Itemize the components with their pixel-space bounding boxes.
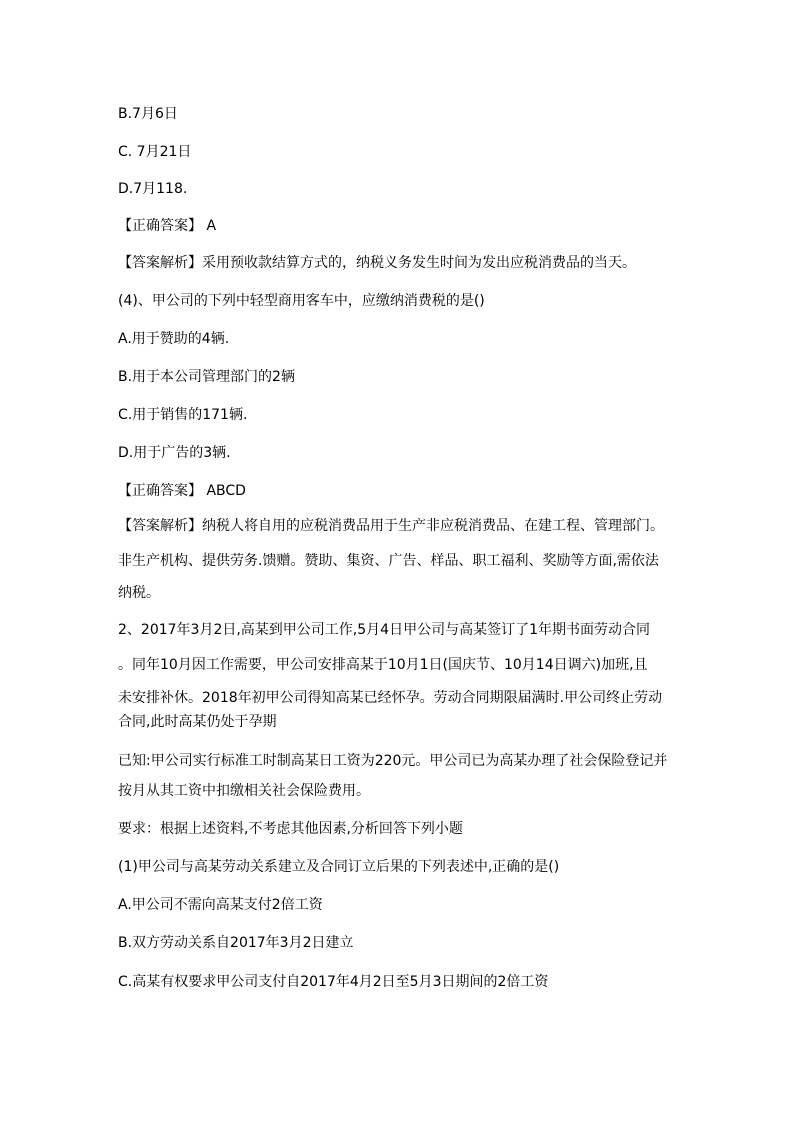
answer-explanation-line-2: 非生产机构、提供劳务.馈赠。赞助、集资、广告、样品、职工福利、奖励等方面,需依法 [118,553,659,569]
answer-explanation: 【答案解析】采用预收款结算方式的，纳税义务发生时间为发出应税消费品的当天。 [118,255,636,271]
option-c: C.用于销售的171辆. [118,407,248,423]
case-2-line-2: 。同年10月因工作需要，甲公司安排高某于10月1日(国庆节、10月14日调六)加班,且 [118,657,648,673]
option-a: A.甲公司不需向高某支付2倍工资 [118,897,323,913]
option-c: C.高某有权要求甲公司支付自2017年4月2日至5月3日期间的2倍工资 [118,974,549,990]
case-2-line-4: 合同,此时高某仍处于孕期 [118,714,277,730]
case-2-line-3: 未安排补休。2018年初甲公司得知高某已经怀孕。劳动合同期限届满时.甲公司终止劳动 [118,690,663,706]
option-c: C. 7月21日 [118,144,192,160]
correct-answer: 【正确答案】 A [118,218,217,234]
option-a: A.用于赞助的4辆. [118,331,230,347]
correct-answer: 【正确答案】 ABCD [118,483,246,499]
question-4: (4)、甲公司的下列中轻型商用客车中，应缴纳消费税的是() [118,293,485,309]
option-b: B.双方劳动关系自2017年3月2日建立 [118,935,354,951]
option-b: B.用于本公司管理部门的2辆 [118,369,295,385]
case-2-line-1: 2、2017年3月2日,高某到甲公司工作,5月4日甲公司与高某签订了1年期书面劳动合同 [118,622,650,638]
question-1: (1)甲公司与高某劳动关系建立及合同订立后果的下列表述中,正确的是() [118,859,560,875]
option-d: D.用于广告的3辆. [118,445,231,461]
known-conditions-line-1: 已知:甲公司实行标准工时制高某日工资为220元。甲公司已为高某办理了社会保险登记并 [118,753,668,769]
known-conditions-line-2: 按月从其工资中扣缴相关社会保险费用。 [118,783,370,799]
answer-explanation-line-3: 纳税。 [118,585,160,601]
requirements: 要求：根据上述资料,不考虑其他因素,分析回答下列小题 [118,821,463,837]
option-b: B.7月6日 [118,106,178,122]
option-d: D.7月118. [118,181,188,197]
answer-explanation-line-1: 【答案解析】纳税人将自用的应税消费品用于生产非应税消费品、在建工程、管理部门。 [118,518,664,534]
